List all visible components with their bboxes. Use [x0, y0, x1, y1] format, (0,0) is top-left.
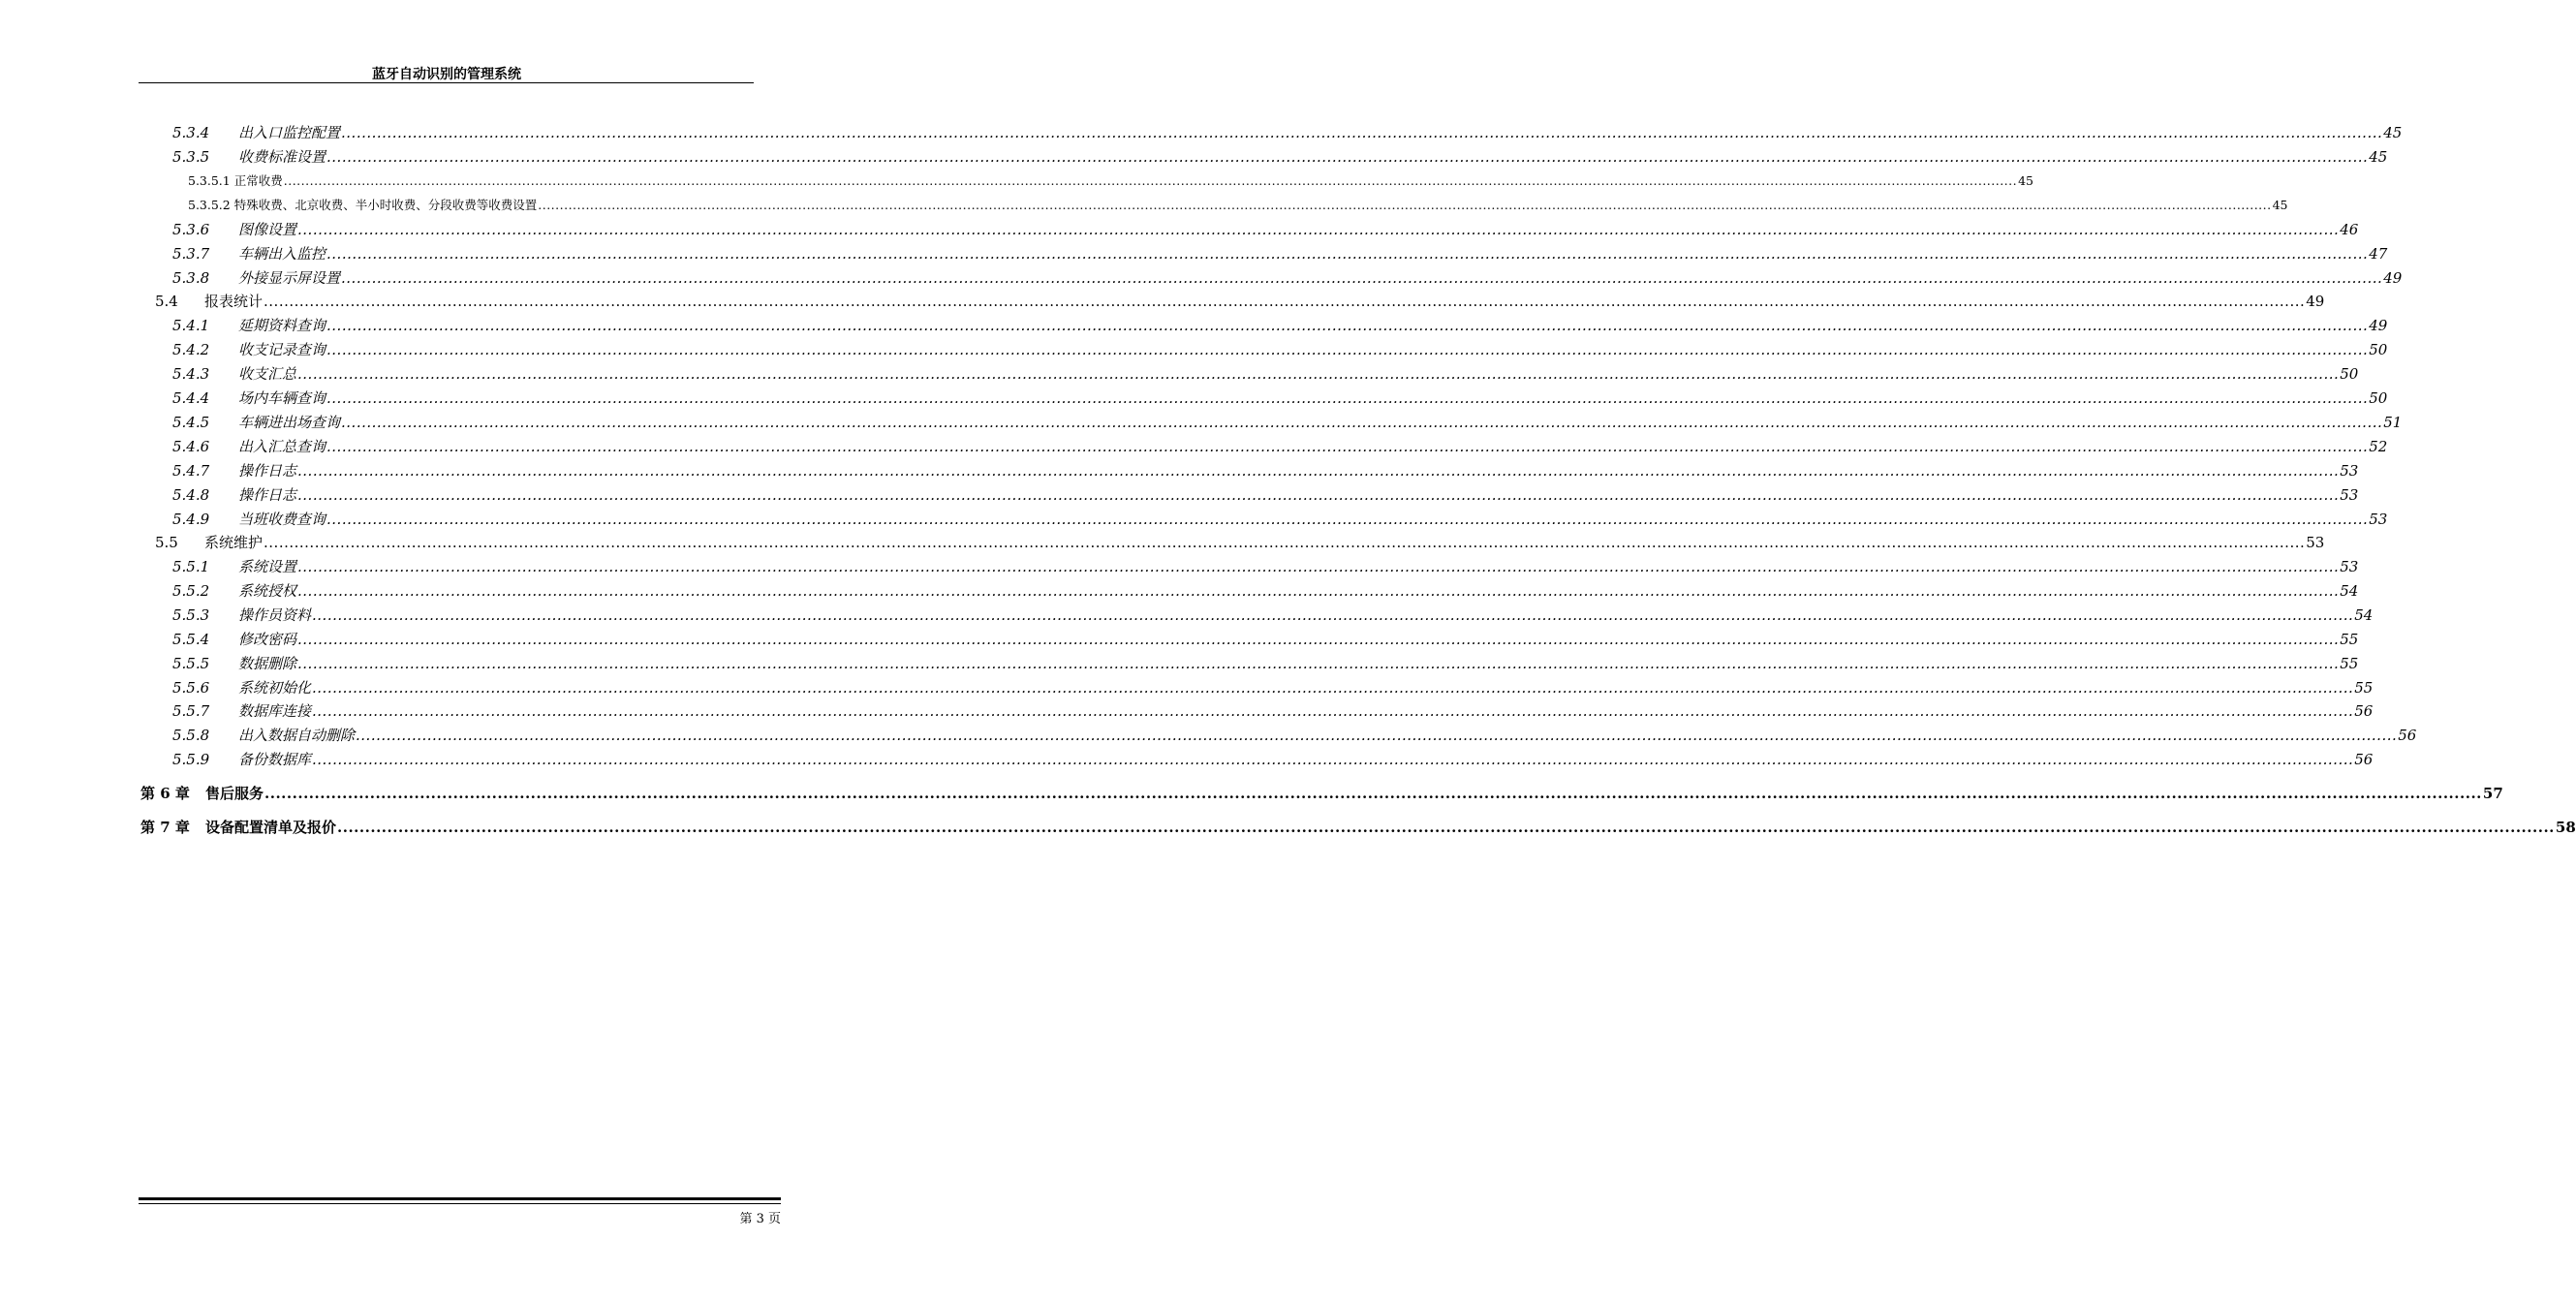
toc-entry-title: 收支汇总: [238, 365, 297, 383]
toc-dot-leader: ................................................................................................................................................................................................................................................................................................................................................................................................................: [337, 819, 2555, 836]
toc-entry[interactable]: [155, 291, 2325, 312]
toc-entry[interactable]: [172, 339, 2388, 360]
toc-entry-page: 53: [2340, 462, 2359, 480]
toc-entry[interactable]: [172, 388, 2388, 409]
toc-dot-leader: ................................................................................................................................................................................................................................................................................................................................................................................................................: [341, 124, 2383, 141]
toc-entry[interactable]: [172, 363, 2359, 385]
toc-entry[interactable]: [188, 195, 2288, 216]
toc-entry-page: 50: [2369, 341, 2388, 358]
toc-entry-page: 50: [2369, 389, 2388, 407]
toc-entry-title: 延期资料查询: [238, 317, 326, 334]
toc-entry-number: 5.3.4: [172, 124, 210, 141]
toc-entry-number: 5.3.6: [172, 221, 210, 238]
toc-entry[interactable]: [172, 725, 2417, 746]
toc-entry-title: 出入数据自动删除: [238, 727, 356, 744]
toc-entry[interactable]: [140, 817, 2576, 838]
toc-entry-title: 系统维护: [204, 534, 264, 551]
toc-entry[interactable]: [155, 532, 2325, 553]
toc-dot-leader: ................................................................................................................................................................................................................................................................................................................................................................................................................: [297, 221, 2340, 238]
toc-entry-page: 45: [2018, 173, 2034, 188]
toc-entry-title: 特殊收费、北京收费、半小时收费、分段收费等收费设置: [233, 198, 538, 212]
toc-entry-page: 45: [2383, 124, 2403, 141]
toc-entry[interactable]: [172, 509, 2388, 530]
toc-entry[interactable]: [172, 243, 2388, 264]
toc-dot-leader: ................................................................................................................................................................................................................................................................................................................................................................................................................: [297, 655, 2340, 672]
toc-dot-leader: ................................................................................................................................................................................................................................................................................................................................................................................................................: [326, 148, 2369, 166]
toc-entry-page: 53: [2369, 511, 2388, 528]
toc-entry[interactable]: [172, 122, 2403, 143]
toc-dot-leader: ................................................................................................................................................................................................................................................................................................................................................................................................................: [326, 341, 2369, 358]
toc-entry-page: 49: [2383, 269, 2403, 287]
toc-entry-number: 5.5.2: [172, 582, 210, 600]
toc-entry-number: 5.3.7: [172, 245, 210, 263]
toc-dot-leader: ................................................................................................................................................................................................................................................................................................................................................................................................................: [297, 558, 2340, 575]
toc-dot-leader: ................................................................................................................................................................................................................................................................................................................................................................................................................: [341, 414, 2383, 431]
toc-entry-page: 45: [2369, 148, 2388, 166]
toc-entry[interactable]: [172, 267, 2403, 289]
toc-entry-page: 57: [2482, 785, 2503, 802]
footer-rule-thick: [139, 1197, 781, 1200]
toc-entry-number: 5.5.7: [172, 702, 210, 720]
toc-entry-page: 53: [2306, 534, 2325, 551]
footer-page-number: 第 3 页: [739, 1212, 781, 1226]
toc-entry-title: 车辆出入监控: [238, 245, 326, 263]
toc-entry-number: 5.4.5: [172, 414, 210, 431]
toc-entry[interactable]: [172, 653, 2359, 674]
page-header-title: 蓝牙自动识别的管理系统: [372, 67, 521, 82]
toc-entry-title: 系统授权: [238, 582, 297, 600]
toc-entry-page: 58: [2555, 819, 2576, 836]
toc-entry-number: 5.4.8: [172, 486, 210, 504]
toc-dot-leader: ................................................................................................................................................................................................................................................................................................................................................................................................................: [297, 365, 2340, 383]
toc-entry[interactable]: [140, 783, 2503, 804]
toc-entry-title: 数据库连接: [238, 702, 312, 720]
toc-dot-leader: ................................................................................................................................................................................................................................................................................................................................................................................................................: [326, 438, 2369, 455]
toc-entry-page: 45: [2272, 198, 2288, 212]
toc-entry-title: 出入口监控配置: [238, 124, 341, 141]
toc-entry-title: 操作日志: [238, 486, 297, 504]
toc-entry-page: 54: [2354, 606, 2374, 624]
toc-entry-page: 49: [2306, 293, 2325, 310]
toc-entry-title: 系统设置: [238, 558, 297, 575]
toc-dot-leader: ................................................................................................................................................................................................................................................................................................................................................................................................................: [326, 511, 2369, 528]
toc-dot-leader: ................................................................................................................................................................................................................................................................................................................................................................................................................: [297, 582, 2340, 600]
toc-entry-number: 5.5: [155, 534, 178, 551]
toc-entry[interactable]: [172, 484, 2359, 506]
toc-entry[interactable]: [188, 170, 2034, 192]
toc-entry[interactable]: [172, 700, 2374, 722]
toc-dot-leader: ................................................................................................................................................................................................................................................................................................................................................................................................................: [264, 534, 2306, 551]
toc-entry[interactable]: [172, 315, 2388, 336]
toc-entry-number: 5.4.2: [172, 341, 210, 358]
toc-entry-title: 场内车辆查询: [238, 389, 326, 407]
toc-entry-number: 5.5.3: [172, 606, 210, 624]
toc-entry-number: 5.4.4: [172, 389, 210, 407]
toc-entry-title: 操作日志: [238, 462, 297, 480]
toc-entry-number: 5.4.6: [172, 438, 210, 455]
toc-entry-page: 52: [2369, 438, 2388, 455]
toc-entry-page: 53: [2340, 486, 2359, 504]
toc-entry-number: 5.5.6: [172, 679, 210, 697]
toc-entry[interactable]: [172, 749, 2374, 770]
toc-entry-page: 55: [2340, 631, 2359, 648]
toc-entry[interactable]: [172, 677, 2374, 698]
toc-entry[interactable]: [172, 556, 2359, 577]
toc-dot-leader: ................................................................................................................................................................................................................................................................................................................................................................................................................: [264, 785, 2482, 802]
toc-dot-leader: ................................................................................................................................................................................................................................................................................................................................................................................................................: [356, 727, 2398, 744]
toc-entry-page: 55: [2354, 679, 2374, 697]
toc-entry-number: 5.3.5.2: [188, 198, 231, 212]
toc-entry-title: 备份数据库: [238, 751, 312, 768]
toc-entry-number: 5.5.5: [172, 655, 210, 672]
toc-entry-title: 出入汇总查询: [238, 438, 326, 455]
toc-dot-leader: ................................................................................................................................................................................................................................................................................................................................................................................................................: [326, 389, 2369, 407]
toc-dot-leader: ................................................................................................................................................................................................................................................................................................................................................................................................................: [312, 679, 2354, 697]
toc-entry-number: 5.4.7: [172, 462, 210, 480]
toc-dot-leader: ................................................................................................................................................................................................................................................................................................................................................................................................................: [312, 606, 2354, 624]
toc-entry-page: 55: [2340, 655, 2359, 672]
toc-entry-number: 5.4.1: [172, 317, 210, 334]
toc-entry-title: 修改密码: [238, 631, 297, 648]
toc-entry-title: 报表统计: [204, 293, 264, 310]
toc-dot-leader: ................................................................................................................................................................................................................................................................................................................................................................................................................: [283, 173, 2018, 188]
toc-dot-leader: ................................................................................................................................................................................................................................................................................................................................................................................................................: [297, 486, 2340, 504]
toc-entry-page: 47: [2369, 245, 2388, 263]
toc-entry[interactable]: [172, 436, 2388, 457]
toc-dot-leader: ................................................................................................................................................................................................................................................................................................................................................................................................................: [538, 198, 2272, 212]
toc-entry[interactable]: [172, 629, 2359, 650]
toc-entry-title: 设备配置清单及报价: [205, 819, 337, 836]
toc-entry-number: 5.5.1: [172, 558, 210, 575]
toc-entry-number: 5.4: [155, 293, 178, 310]
toc-entry-title: 正常收费: [233, 173, 283, 188]
toc-dot-leader: ................................................................................................................................................................................................................................................................................................................................................................................................................: [297, 462, 2340, 480]
toc-entry[interactable]: [172, 580, 2359, 602]
toc-entry-title: 车辆进出场查询: [238, 414, 341, 431]
toc-dot-leader: ................................................................................................................................................................................................................................................................................................................................................................................................................: [264, 293, 2306, 310]
toc-entry-title: 外接显示屏设置: [238, 269, 341, 287]
toc-entry-number: 5.5.8: [172, 727, 210, 744]
toc-dot-leader: ................................................................................................................................................................................................................................................................................................................................................................................................................: [326, 317, 2369, 334]
toc-entry-number: 5.5.4: [172, 631, 210, 648]
toc-entry-number: 5.3.5: [172, 148, 210, 166]
toc-entry-title: 收费标准设置: [238, 148, 326, 166]
toc-entry-page: 56: [2354, 702, 2374, 720]
header-rule: [139, 82, 754, 83]
toc-entry-number: 第 6 章: [140, 785, 190, 802]
toc-entry-page: 46: [2340, 221, 2359, 238]
toc-dot-leader: ................................................................................................................................................................................................................................................................................................................................................................................................................: [341, 269, 2383, 287]
toc-entry-title: 图像设置: [238, 221, 297, 238]
toc-entry-page: 56: [2398, 727, 2417, 744]
toc-entry[interactable]: [172, 219, 2359, 240]
toc-entry-title: 收支记录查询: [238, 341, 326, 358]
toc-dot-leader: ................................................................................................................................................................................................................................................................................................................................................................................................................: [326, 245, 2369, 263]
toc-entry-page: 56: [2354, 751, 2374, 768]
toc-entry-title: 当班收费查询: [238, 511, 326, 528]
toc-entry-page: 54: [2340, 582, 2359, 600]
toc-entry[interactable]: [172, 146, 2388, 168]
toc-entry-title: 系统初始化: [238, 679, 312, 697]
toc-entry-number: 5.3.5.1: [188, 173, 231, 188]
toc-entry-page: 51: [2383, 414, 2403, 431]
toc-entry[interactable]: [172, 412, 2403, 433]
toc-entry[interactable]: [172, 460, 2359, 481]
toc-entry-title: 数据删除: [238, 655, 297, 672]
toc-entry-number: 第 7 章: [140, 819, 190, 836]
toc-entry[interactable]: [172, 604, 2374, 626]
toc-dot-leader: ................................................................................................................................................................................................................................................................................................................................................................................................................: [312, 702, 2354, 720]
toc-entry-page: 50: [2340, 365, 2359, 383]
toc-entry-title: 售后服务: [205, 785, 264, 802]
toc-entry-number: 5.3.8: [172, 269, 210, 287]
footer-rule-thin: [139, 1203, 781, 1204]
toc-entry-page: 49: [2369, 317, 2388, 334]
toc-entry-number: 5.4.3: [172, 365, 210, 383]
toc-entry-title: 操作员资料: [238, 606, 312, 624]
toc-entry-number: 5.4.9: [172, 511, 210, 528]
toc-entry-page: 53: [2340, 558, 2359, 575]
toc-entry-number: 5.5.9: [172, 751, 210, 768]
toc-dot-leader: ................................................................................................................................................................................................................................................................................................................................................................................................................: [312, 751, 2354, 768]
toc-dot-leader: ................................................................................................................................................................................................................................................................................................................................................................................................................: [297, 631, 2340, 648]
